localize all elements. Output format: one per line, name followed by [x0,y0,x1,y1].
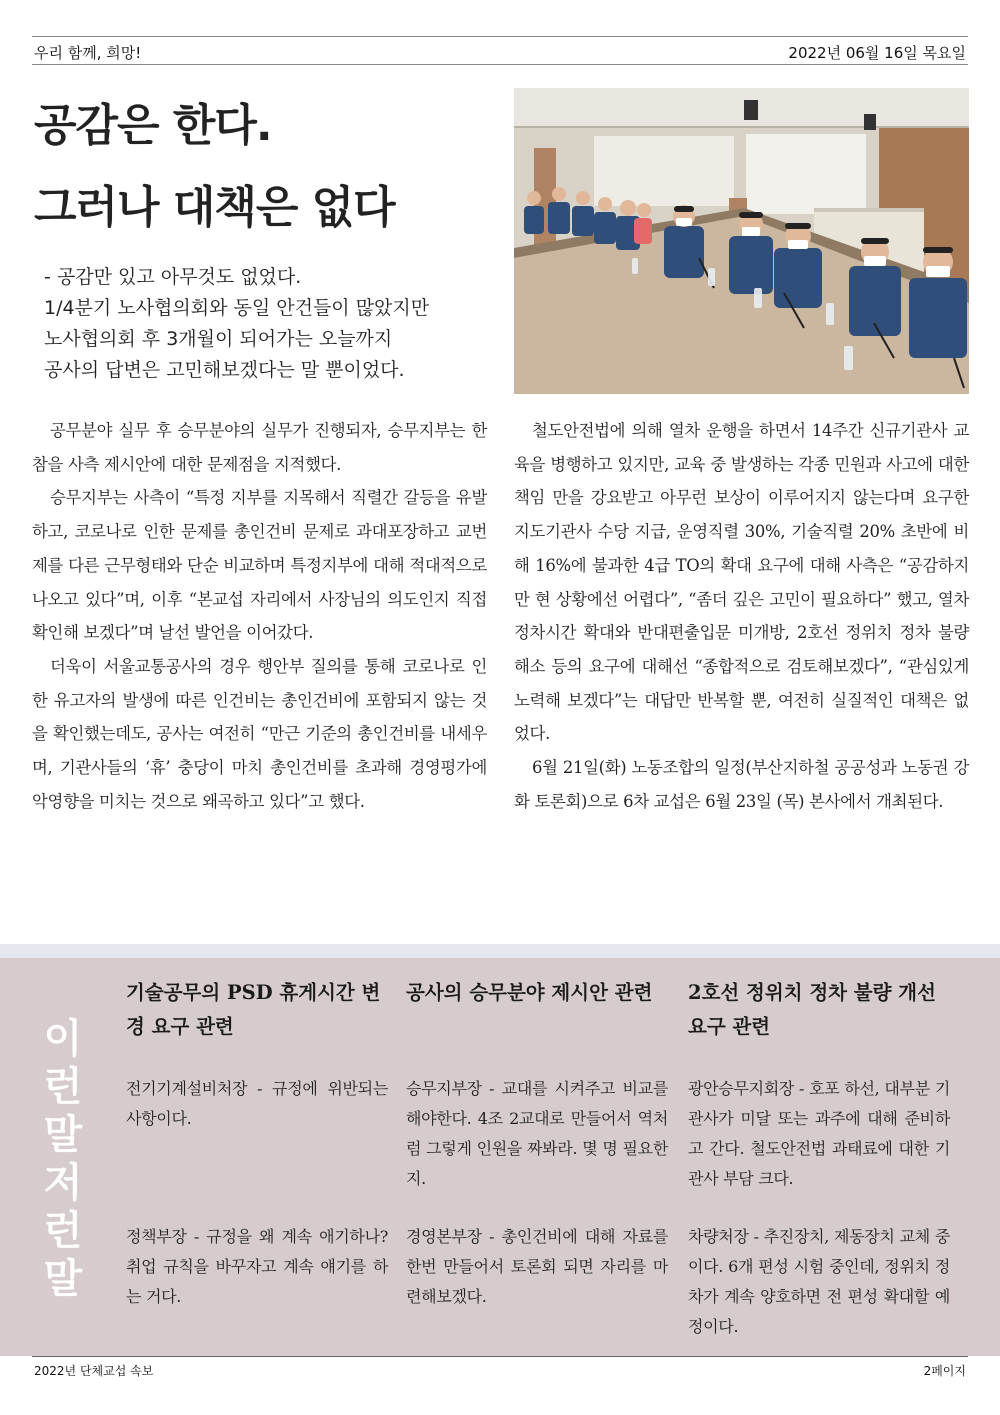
lead-line: 공사의 답변은 고민해보겠다는 말 뿐이었다. [44,359,405,381]
meeting-photo [514,88,969,394]
quote-section-psd [126,976,394,1346]
quote-text: 정책부장 - 규정을 왜 계속 애기하나? 취업 규칙을 바꾸자고 계속 얘기를 하는 거다. [126,1227,388,1306]
header-top-rule [32,36,968,37]
lead-line: 1/4분기 노사협의회와 동일 안건들이 많았지만 [44,297,430,319]
vertical-char: 말 [43,1112,83,1158]
article-paragraph: 승무지부는 사측이 “특정 지부를 지목해서 직렬간 갈등을 유발하고, 코로나로 인한 문제를 총인건비 문제로 과대포장하고 교번제를 다른 근무형태와 단순 비교하며 특정지부에 대해 적대적으로 나오고 있다”며, 이후 “본교섭 자리에서 사장님의 의도인지 직접 확인해 보겠다”며 날선 발언을 이어갔다. [32,488,487,643]
section-heading: 공사의 승무분야 제시안 관련 [406,981,653,1004]
article-paragraph: 더욱이 서울교통공사의 경우 행안부 질의를 통해 코로나로 인한 유고자의 발생에 따른 인건비는 총인건비에 포함되지 않는 것을 확인했는데도, 공사는 여전히 “만근 기준의 총인건비를 내세우며, 기관사들의 ‘휴’ 충당이 마치 총인건비를 초과해 경영평가에 악영향을 미치는 것으로 왜곡하고 있다”고 했다. [32,656,487,811]
article-left-column [32,414,487,818]
header-bottom-rule [32,64,968,65]
quote-text: 승무지부장 - 교대를 시켜주고 비교를 해야한다. 4조 2교대로 만들어서 역처럼 그렇게 인원을 짜봐라. 몇 명 필요한지. [406,1079,668,1188]
lead-line: 노사협의회 후 3개월이 되어가는 오늘까지 [44,328,393,350]
quote-text: 차량처장 - 추진장치, 제동장치 교체 중이다. 6개 편성 시험 중인데, 정위치 정차가 계속 양호하면 전 편성 확대할 예정이다. [688,1227,950,1336]
vertical-char: 런 [43,1208,83,1254]
section-heading: 기술공무의 PSD 휴게시간 변경 요구 관련 [126,981,381,1038]
issue-date: 2022년 06월 16일 목요일 [788,44,966,62]
quote-section-line2 [688,976,956,1346]
vertical-char: 저 [43,1160,83,1206]
section-heading: 2호선 정위치 정차 불량 개선 요구 관련 [688,981,936,1038]
vertical-char: 런 [43,1064,83,1110]
sidebar-vertical-title [40,1015,86,1303]
quote-text: 광안승무지회장 - 호포 하선, 대부분 기관사가 미달 또는 과주에 대해 준비하고 간다. 철도안전법 과태료에 대한 기관사 부담 크다. [688,1079,950,1188]
lead-line: - 공감만 있고 아무것도 없었다. [44,266,302,288]
vertical-char: 이 [43,1016,83,1062]
article-right-column [514,414,969,818]
quote-text: 전기기계설비처장 - 규정에 위반되는 사항이다. [126,1079,388,1128]
page-number: 2페이지 [923,1364,966,1378]
article-paragraph: 철도안전법에 의해 열차 운행을 하면서 14주간 신규기관사 교육을 병행하고 있지만, 교육 중 발생하는 각종 민원과 사고에 대한 책임 만을 강요받고 아무런 보상이 이루어지지 않는다며 요구한 지도기관사 수당 지급, 운영직렬 30%, 기술직렬 20% 초반에 비해 16%에 불과한 4급 TO의 확대 요구에 대해 사측은 “공감하지만 현 상황에선 어렵다”, “좀더 깊은 고민이 필요하다” 했고, 열차정차시간 확대와 반대편출입문 미개방, 2호선 정위치 정차 불량 해소 등의 요구에 대해선 “종합적으로 검토해보겠다”, “관심있게 노력해 보겠다”는 대답만 반복할 뿐, 여전히 실질적인 대책은 없었다. [514,421,969,744]
section-band-divider [0,944,1000,958]
article-paragraph: 6월 21일(화) 노동조합의 일정(부산지하철 공공성과 노동권 강화 토론회)으로 6차 교섭은 6월 23일 (목) 본사에서 개최된다. [514,758,969,811]
vertical-char: 말 [43,1256,83,1302]
footer-rule [32,1356,968,1357]
quote-section-crew [406,976,674,1346]
quote-text: 경영본부장 - 총인건비에 대해 자료를 한번 만들어서 토론회 되면 자리를 마련해보겠다. [406,1227,668,1306]
headline-line-2: 그러나 대책은 없다 [34,182,395,233]
headline-line-1: 공감은 한다. [34,100,272,151]
newsletter-slogan: 우리 함께, 희망! [34,44,142,62]
article-paragraph: 공무분야 실무 후 승무분야의 실무가 진행되자, 승무지부는 한참을 사측 제시안에 대한 문제점을 지적했다. [32,421,487,474]
lead-summary [44,262,504,386]
publication-name: 2022년 단체교섭 속보 [34,1364,154,1378]
